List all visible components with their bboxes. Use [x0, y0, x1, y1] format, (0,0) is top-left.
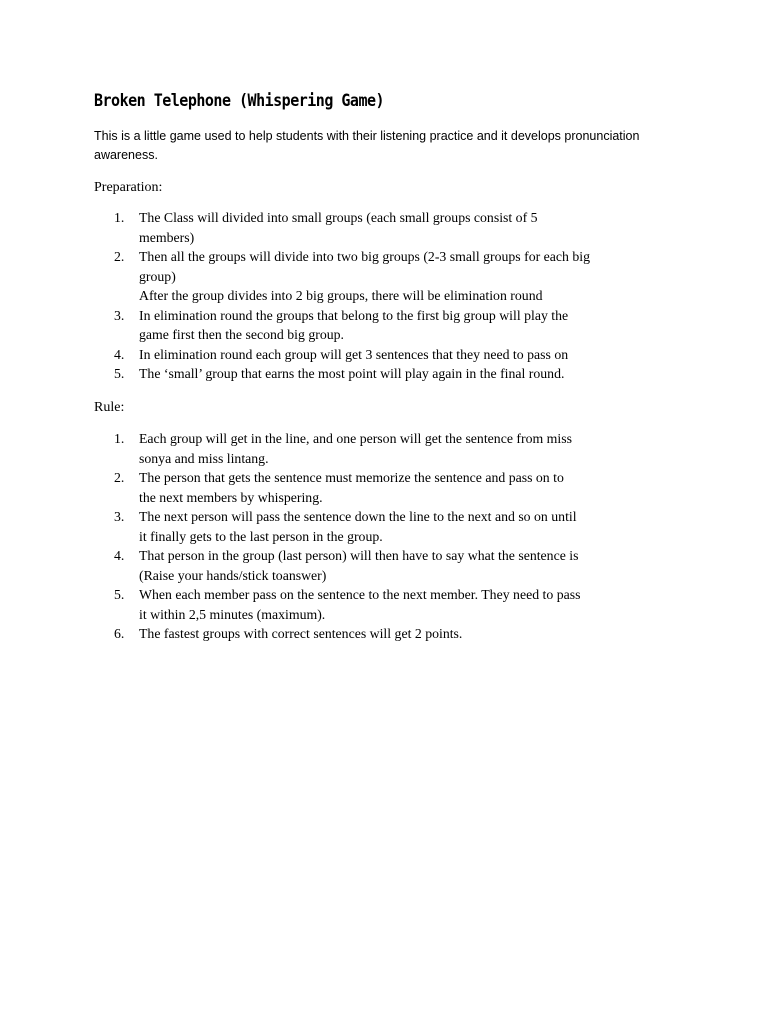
- list-item-number: 4.: [114, 548, 125, 563]
- list-item: [94, 208, 684, 247]
- list-item-number: 3.: [114, 307, 125, 323]
- list-item-line: That person in the group (last person) will then have to say what the sentence is: [139, 548, 579, 563]
- list-item: [94, 468, 684, 507]
- list-item: [94, 364, 684, 384]
- list-item-line: game first then the second big group.: [139, 327, 344, 342]
- list-item-number: 5.: [114, 366, 125, 381]
- intro-paragraph: This is a little game used to help students with their listening practice and it develops pronunciation awareness.: [94, 129, 640, 162]
- list-item-line: The Class will divided into small groups (each small groups consist of 5: [139, 210, 538, 225]
- list-item: [94, 585, 684, 624]
- list-item-number: 1.: [114, 431, 125, 446]
- list-item-number: 2.: [114, 249, 125, 264]
- rule-list: [94, 429, 684, 644]
- list-item-line: group): [139, 268, 176, 284]
- list-item-number: 4.: [114, 346, 125, 362]
- document-title: Broken Telephone (Whispering Game): [94, 90, 385, 111]
- list-item-number: 5.: [114, 587, 125, 602]
- list-item-line: (Raise your hands/stick toanswer): [139, 567, 327, 583]
- list-item-line: The fastest groups with correct sentences will get 2 points.: [139, 626, 463, 641]
- list-item-line: it within 2,5 minutes (maximum).: [139, 606, 326, 622]
- list-item-number: 2.: [114, 470, 125, 485]
- list-item: [94, 429, 684, 468]
- preparation-list: [94, 208, 684, 384]
- list-item-line: the next members by whispering.: [139, 489, 323, 505]
- list-item: [94, 247, 684, 306]
- list-item-line: In elimination round each group will get 3 sentences that they need to pass on: [139, 346, 569, 362]
- list-item: [94, 507, 684, 546]
- list-item-line: The person that gets the sentence must memorize the sentence and pass on to: [139, 470, 564, 485]
- list-item-line: Each group will get in the line, and one person will get the sentence from miss: [139, 431, 572, 446]
- list-item-line: members): [139, 229, 195, 245]
- list-item: [94, 624, 684, 644]
- list-item-line: Then all the groups will divide into two big groups (2-3 small groups for each big: [139, 249, 591, 264]
- list-item-number: 6.: [114, 626, 125, 641]
- list-item-line: sonya and miss lintang.: [139, 450, 269, 466]
- preparation-heading: Preparation:: [94, 180, 163, 195]
- list-item-line: The next person will pass the sentence down the line to the next and so on until: [139, 509, 577, 524]
- list-item-line: In elimination round the groups that belong to the first big group will play the: [139, 307, 569, 323]
- list-item-number: 1.: [114, 210, 125, 225]
- list-item-line: After the group divides into 2 big groups, there will be elimination round: [139, 288, 543, 303]
- rule-heading: Rule:: [94, 400, 125, 415]
- list-item-line: When each member pass on the sentence to the next member. They need to pass: [139, 587, 581, 602]
- list-item-line: it finally gets to the last person in the group.: [139, 528, 383, 544]
- list-item: [94, 306, 684, 345]
- list-item-number: 3.: [114, 509, 125, 524]
- list-item-line: The ‘small’ group that earns the most point will play again in the final round.: [139, 366, 565, 381]
- list-item: [94, 546, 684, 585]
- list-item: [94, 345, 684, 365]
